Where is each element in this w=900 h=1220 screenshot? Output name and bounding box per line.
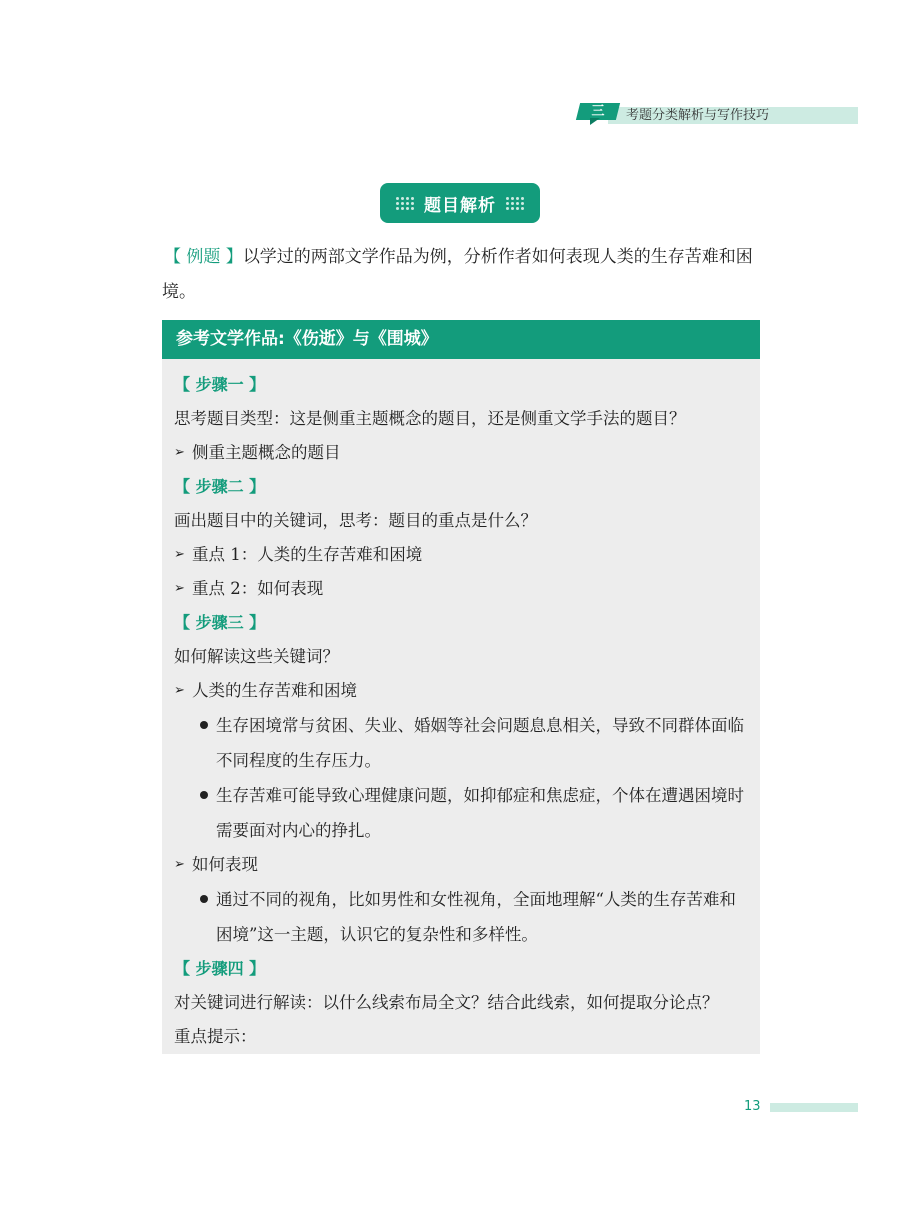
example-question — [162, 240, 760, 310]
step-3-topic-2-text: 如何表现 — [192, 855, 258, 874]
step-2-question: 画出题目中的关键词，思考：题目的重点是什么？ — [174, 511, 537, 530]
arrow-bullet-icon: ➢ — [174, 581, 185, 596]
arrow-bullet-icon: ➢ — [174, 445, 185, 460]
box-title: 参考文学作品:《伤逝》与《围城》 — [162, 320, 760, 359]
bullet-dot-icon — [200, 791, 208, 799]
step-4-label: 【 步骤四 】 — [174, 959, 266, 978]
step-2-point-1 — [174, 538, 748, 572]
running-header — [578, 103, 858, 125]
footer-band — [770, 1103, 858, 1112]
topic-badge — [380, 183, 540, 223]
step-2-point-1-text: 重点 1：人类的生存苦难和困境 — [192, 545, 423, 564]
example-text: 以学过的两部文学作品为例，分析作者如何表现人类的生存苦难和困境。 — [162, 247, 753, 302]
list-item — [174, 882, 748, 952]
analysis-box — [162, 320, 760, 1054]
list-item — [174, 778, 748, 848]
arrow-bullet-icon: ➢ — [174, 857, 185, 872]
section-number: 三 — [591, 104, 605, 119]
step-1-label: 【 步骤一 】 — [174, 375, 266, 394]
list-item-text: 通过不同的视角，比如男性和女性视角，全面地理解“人类的生存苦难和困境”这一主题，认识它的复杂性和多样性。 — [216, 890, 736, 944]
step-2-label: 【 步骤二 】 — [174, 477, 266, 496]
step-1-question: 思考题目类型：这是侧重主题概念的题目，还是侧重文学手法的题目？ — [174, 409, 686, 428]
dot-grid-left-icon — [396, 197, 414, 210]
dot-grid-right-icon — [506, 197, 524, 210]
arrow-bullet-icon: ➢ — [174, 547, 185, 562]
step-1-answer-text: 侧重主题概念的题目 — [192, 443, 341, 462]
step-2-point-2 — [174, 572, 748, 606]
example-tag: 【 例题 】 — [164, 247, 243, 267]
step-4-tip: 重点提示： — [174, 1027, 257, 1046]
step-1-answer — [174, 436, 748, 470]
arrow-bullet-icon: ➢ — [174, 683, 185, 698]
page-number: 13 — [744, 1099, 761, 1114]
step-2-point-2-text: 重点 2：如何表现 — [192, 579, 324, 598]
list-item — [174, 708, 748, 778]
section-title: 考题分类解析与写作技巧 — [626, 108, 770, 123]
bullet-dot-icon — [200, 721, 208, 729]
step-3-topic-1-text: 人类的生存苦难和困境 — [192, 681, 357, 700]
step-3-label: 【 步骤三 】 — [174, 613, 266, 632]
step-4-question: 对关键词进行解读：以什么线索布局全文？结合此线索，如何提取分论点？ — [174, 993, 719, 1012]
list-item-text: 生存苦难可能导致心理健康问题，如抑郁症和焦虑症，个体在遭遇困境时需要面对内心的挣扎。 — [216, 786, 744, 840]
step-3-topic-2 — [174, 848, 748, 882]
box-body — [162, 359, 760, 1054]
badge-label: 题目解析 — [424, 195, 496, 216]
list-item-text: 生存困境常与贫困、失业、婚姻等社会问题息息相关，导致不同群体面临不同程度的生存压力。 — [216, 716, 744, 770]
step-3-question: 如何解读这些关键词？ — [174, 647, 339, 666]
bullet-dot-icon — [200, 895, 208, 903]
step-3-topic-1 — [174, 674, 748, 708]
